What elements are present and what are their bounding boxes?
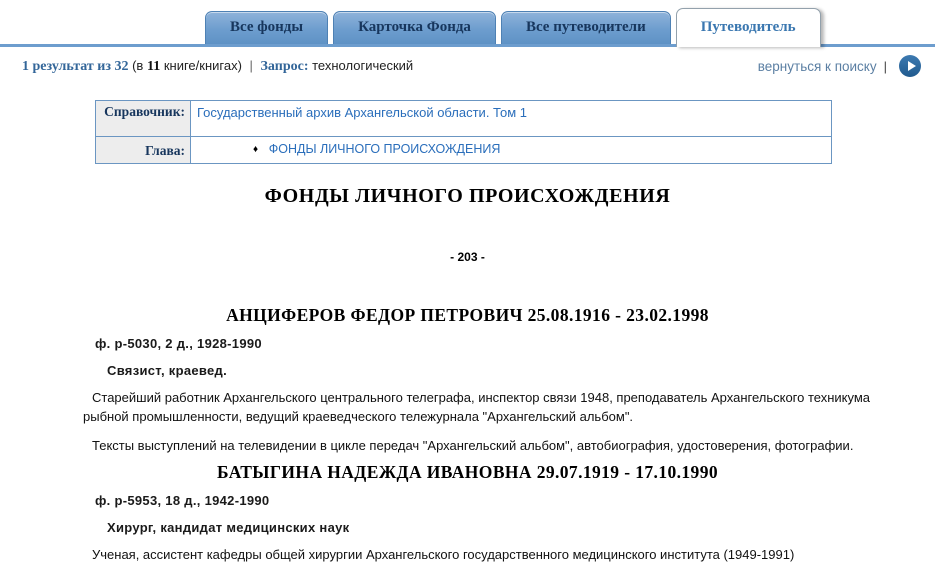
books-close: книге/книгах) <box>163 57 242 73</box>
entry-body-batygina <box>83 493 907 564</box>
tab-all-guides[interactable]: Все путеводители <box>501 11 671 44</box>
entry-paragraph: Ученая, ассистент кафедры общей хирургии Архангельского государственного медицинского института (1949-1991) <box>92 547 795 562</box>
entry-heading-batygina: БАТЫГИНА НАДЕЖДА ИВАНОВНА 29.07.1919 - 17.10.1990 <box>216 462 718 482</box>
back-to-search-link[interactable]: вернуться к поиску <box>757 58 877 74</box>
table-row-chapter <box>96 137 832 164</box>
results-bar <box>0 47 935 77</box>
entry-paragraph: Старейший работник Архангельского центрального телеграфа, инспектор связи 1948, преподаватель Архангельского техникума рыбной промышленности, ведущий краеведческого тележурнала "Архангельский альбом". <box>83 390 871 424</box>
back-separator: | <box>883 58 887 74</box>
occupation-line: Связист, краевед. <box>107 363 228 378</box>
tab-bar <box>0 0 935 47</box>
back-to-search-area <box>758 55 921 77</box>
chapter-link[interactable]: ФОНДЫ ЛИЧНОГО ПРОИСХОЖДЕНИЯ <box>268 142 501 156</box>
document-title: ФОНДЫ ЛИЧНОГО ПРОИСХОЖДЕНИЯ <box>264 185 671 207</box>
entry-body-anciferov <box>83 336 907 455</box>
entry-heading-anciferov: АНЦИФЕРОВ ФЕДОР ПЕТРОВИЧ 25.08.1916 - 23.02.1998 <box>226 305 709 325</box>
tab-all-fonds[interactable]: Все фонды <box>205 11 328 44</box>
entry-paragraph: Тексты выступлений на телевидении в цикле передач "Архангельский альбом", автобиография, удостоверения, фотографии. <box>92 438 854 453</box>
results-count: 1 результат из 32 <box>22 58 129 74</box>
table-row-guidebook <box>96 101 832 137</box>
tab-guide-active[interactable]: Путеводитель <box>676 8 821 47</box>
chapter-label: Глава: <box>96 137 191 164</box>
query-value: технологический <box>312 57 414 73</box>
arrow-right-icon <box>908 61 916 71</box>
query-label: Запрос: <box>260 58 309 74</box>
reference-table <box>95 100 832 164</box>
chapter-cell <box>191 137 832 164</box>
page-number: - 203 - <box>450 250 485 264</box>
tab-fond-card[interactable]: Карточка Фонда <box>333 11 496 44</box>
diamond-bullet-icon: ♦ <box>253 144 259 155</box>
books-count: 11 <box>146 58 161 74</box>
results-summary <box>22 58 413 75</box>
fond-reference: ф. р-5030, 2 д., 1928-1990 <box>95 336 262 351</box>
occupation-line: Хирург, кандидат медицинских наук <box>107 520 350 535</box>
books-open: (в <box>132 57 144 73</box>
guide-document <box>0 185 935 564</box>
guidebook-value-link[interactable]: Государственный архив Архангельской области. Том 1 <box>191 101 832 137</box>
go-button[interactable] <box>899 55 921 77</box>
fond-reference: ф. р-5953, 18 д., 1942-1990 <box>95 493 270 508</box>
separator: | <box>249 57 253 73</box>
guidebook-label: Справочник: <box>96 101 191 137</box>
